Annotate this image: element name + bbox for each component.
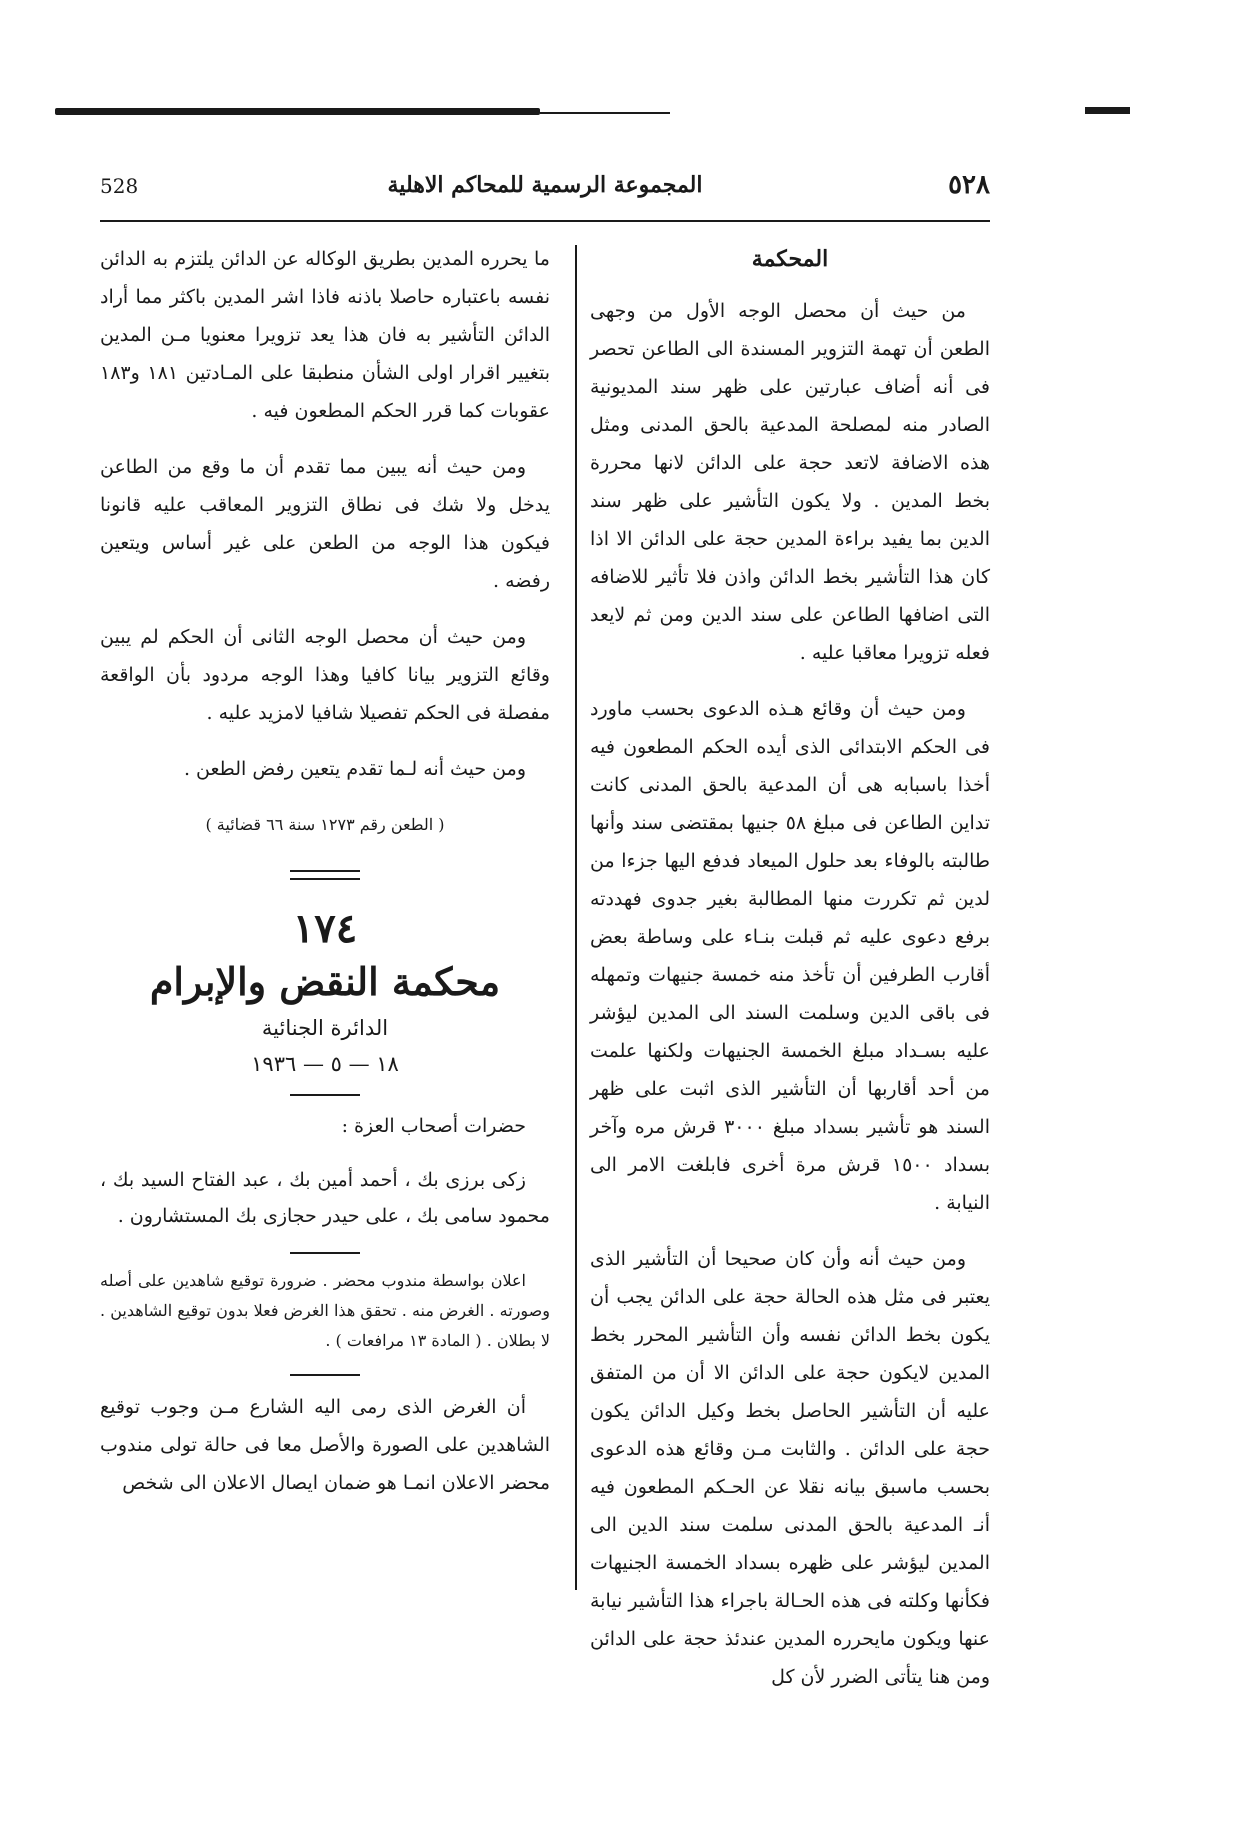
members-list: زكى برزى بك ، أحمد أمين بك ، عبد الفتاح السيد بك ، محمود سامى بك ، على حيدر حجازى بك المستشارون . xyxy=(100,1169,550,1227)
headnote: اعلان بواسطة مندوب محضر . ضرورة توقيع شاهدين على أصله وصورته . الغرض منه . تحقق هذا الغرض فعلا بدون توقيع الشاهدين . لا بطلان . ( المادة ١٣ مرافعات ) . xyxy=(100,1271,550,1350)
page-number-latin: 528 xyxy=(100,174,139,198)
paragraph: ومن حيث أن وقائع هـذه الدعوى بحسب ماورد فى الحكم الابتدائى الذى أيده الحكم المطعون فيه أخذا باسبابه هى أن المدعية بالحق المدنى كانت تداين الطاعن فى مبلغ ٥٨ جنيها بمقتضى سند وأنها طالبته بالوفاء بعد حلول الميعاد فدفع اليها جزءا من لدين ثم تكررت منها المطالبة بغير جدوى فهددته برفع دعوى عليه ثم قبلت بنـاء على وساطة بعض أقارب الطرفين أن تأخذ منه خمسة جنيهات وتمهله فى باقى الدين وسلمت السند الى المدين ليؤشر عليه بسـداد مبلغ الخمسة الجنيهات ولكنها علمت من أحد أقاربها أن التأشير الذى اثبت على ظهر السند هو تأشير بسداد مبلغ ٣٠٠٠ قرش مره وآخر بسداد ١٥٠٠ قرش مرة أخرى فابلغت الامر الى النيابة . xyxy=(590,698,990,1214)
top-rule-left-tail xyxy=(540,112,670,114)
top-rule-left xyxy=(55,108,540,115)
circuit-name: الدائرة الجنائية xyxy=(261,1016,389,1040)
paragraph: ومن حيث أنه يبين مما تقدم أن ما وقع من الطاعن يدخل ولا شك فى نطاق التزوير المعاقب عليه قانونا فيكون هذا الوجه من الطعن على غير أساس ويتعين رفضه . xyxy=(100,456,550,592)
paragraph: أن الغرض الذى رمى اليه الشارع مـن وجوب توقيع الشاهدين على الصورة والأصل معا فى حالة تولى مندوب محضر الاعلان انمـا هو ضمان ايصال الاعلان الى شخص xyxy=(100,1396,550,1494)
paragraph: ومن حيث أنه لـما تقدم يتعين رفض الطعن . xyxy=(183,758,526,780)
section-heading: المحكمة xyxy=(751,246,829,272)
section-separator xyxy=(290,870,360,880)
page-number-arabic: ٥٢٨ xyxy=(948,170,990,200)
short-separator xyxy=(290,1252,360,1254)
paragraph: من حيث أن محصل الوجه الأول من وجهى الطعن أن تهمة التزوير المسندة الى الطاعن تحصر فى أنه أضاف عبارتين على ظهر سند المديونية الصادر منه لمصلحة المدعية بالحق المدنى ومثل هذه الاضافة لاتعد حجة على الدائن لانها محررة بخط المدين . ولا يكون التأشير على ظهر سند الدين بما يفيد براءة المدين حجة على الدائن الا اذا كان هذا التأشير بخط الدائن واذن فلا تأثير للاضافه التى اضافها الطاعن على سند الدين ومن ثم لايعد فعله تزويرا معاقبا عليه . xyxy=(590,300,990,664)
members-heading: حضرات أصحاب العزة : xyxy=(341,1115,526,1137)
column-divider xyxy=(575,245,577,1590)
case-number: ١٧٤ xyxy=(292,905,358,952)
short-separator xyxy=(290,1374,360,1376)
right-column xyxy=(590,240,990,1714)
running-title: المجموعة الرسمية للمحاكم الاهلية xyxy=(387,172,703,198)
short-separator xyxy=(290,1094,360,1096)
left-column xyxy=(100,240,550,1520)
paragraph: ومن حيث أن محصل الوجه الثانى أن الحكم لم يبين وقائع التزوير بيانا كافيا وهذا الوجه مردود بأن الواقعة مفصلة فى الحكم تفصيلا شافيا لامزيد عليه . xyxy=(100,626,550,724)
page-header xyxy=(100,170,990,210)
case-citation: ( الطعن رقم ١٢٧٣ سنة ٦٦ قضائية ) xyxy=(205,815,445,834)
court-name: محكمة النقض والإبرام xyxy=(149,959,501,1004)
paragraph: ما يحرره المدين بطريق الوكاله عن الدائن يلتزم به الدائن نفسه باعتباره حاصلا باذنه فاذا اشر المدين باكثر مما أراد الدائن التأشير به فان هذا يعد تزويرا معنويا مـن المدين بتغيير اقرار اولى الشأن منطبقا على المـادتين ١٨١ و١٨٣ عقوبات كما قرر الحكم المطعون فيه . xyxy=(100,248,550,422)
decision-date: ١٨ — ٥ — ١٩٣٦ xyxy=(251,1052,399,1076)
paragraph: ومن حيث أنه وأن كان صحيحا أن التأشير الذى يعتبر فى مثل هذه الحالة حجة على الدائن يجب أن يكون بخط الدائن نفسه وأن التأشير المحرر بخط المدين لايكون حجة على الدائن الا أن من المتفق عليه أن التأشير الحاصل بخط وكيل الدائن يكون حجة على الدائن . والثابت مـن وقائع هذه الدعوى بحسب ماسبق بيانه نقلا عن الحـكم المطعون فيه أنـ المدعية بالحق المدنى سلمت سند الدين الى المدين ليؤشر على ظهره بسداد الخمسة الجنيهات فكأنها وكلته فى هذه الحـالة باجراء هذا التأشير نيابة عنها ويكون مايحرره المدين عندئذ حجة على الدائن ومن هنا يتأتى الضرر لأن كل xyxy=(590,1248,990,1688)
top-rule-right xyxy=(1085,107,1130,114)
header-rule xyxy=(100,220,990,222)
